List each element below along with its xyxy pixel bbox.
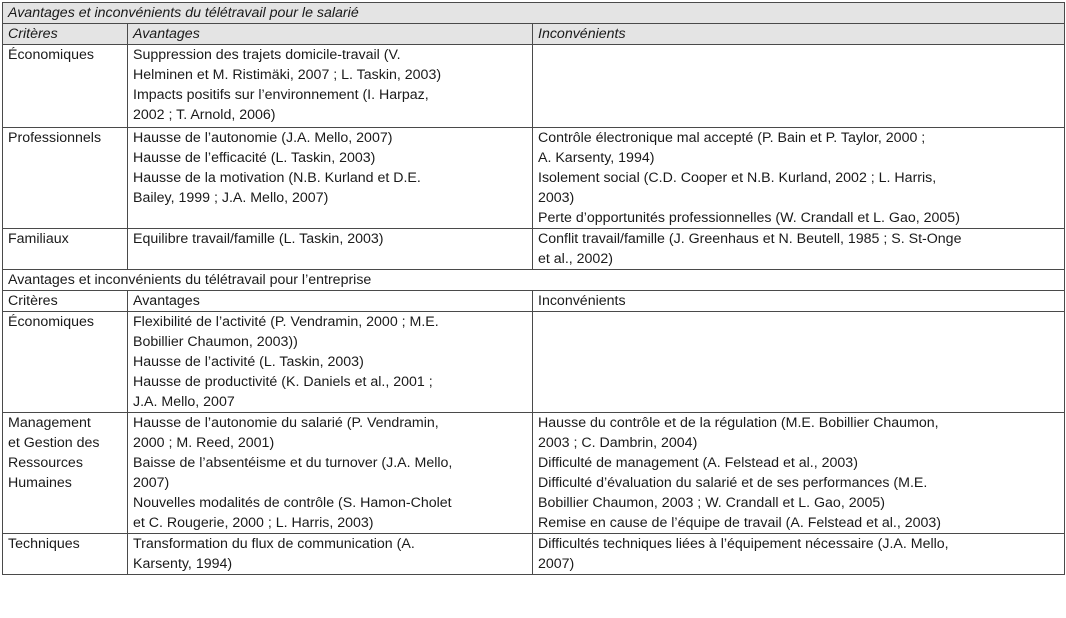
disadvantages-cell — [533, 413, 1065, 534]
table-row — [3, 229, 1065, 270]
header-criteres: Critères — [3, 291, 128, 312]
text-line: Ressources — [8, 455, 83, 471]
criteria-cell — [3, 45, 128, 128]
text-line: Contrôle électronique mal accepté (P. Bain et P. Taylor, 2000 ; — [538, 130, 926, 146]
text-line: Karsenty, 1994) — [133, 556, 233, 572]
criteria-cell — [3, 312, 128, 413]
advantages-cell — [128, 312, 533, 413]
text-line: 2002 ; T. Arnold, 2006) — [133, 107, 276, 123]
disadvantages-cell — [533, 128, 1065, 229]
text-line: Hausse de productivité (K. Daniels et al., 2001 ; — [133, 374, 433, 390]
text-line: Difficultés techniques liées à l’équipement nécessaire (J.A. Mello, — [538, 536, 949, 552]
table-row — [3, 534, 1065, 575]
header-avantages: Avantages — [128, 24, 533, 45]
disadvantages-cell — [533, 534, 1065, 575]
disadvantages-cell — [533, 45, 1065, 128]
section-title-salarie: Avantages et inconvénients du télétravail pour le salarié — [3, 3, 1065, 24]
criteria-cell — [3, 413, 128, 534]
header-row-entreprise — [3, 291, 1065, 312]
text-line: Hausse de l’efficacité (L. Taskin, 2003) — [133, 150, 376, 166]
text-line: J.A. Mello, 2007 — [133, 394, 235, 410]
table-row — [3, 413, 1065, 534]
advantages-cell — [128, 128, 533, 229]
text-line: Flexibilité de l’activité (P. Vendramin, 2000 ; M.E. — [133, 314, 439, 330]
text-line: 2003 ; C. Dambrin, 2004) — [538, 435, 698, 451]
header-inconvenients: Inconvénients — [533, 291, 1065, 312]
header-avantages: Avantages — [128, 291, 533, 312]
text-line: et al., 2002) — [538, 251, 613, 267]
advantages-cell — [128, 534, 533, 575]
criteria-cell — [3, 229, 128, 270]
text-line: A. Karsenty, 1994) — [538, 150, 655, 166]
comparison-table-container — [2, 2, 1064, 575]
criteria-cell — [3, 128, 128, 229]
teletravail-table — [2, 2, 1065, 575]
text-line: Remise en cause de l’équipe de travail (A. Felstead et al., 2003) — [538, 515, 941, 531]
text-line: Transformation du flux de communication (A. — [133, 536, 415, 552]
advantages-cell — [128, 413, 533, 534]
header-row-salarie — [3, 24, 1065, 45]
text-line: Hausse de l’autonomie du salarié (P. Vendramin, — [133, 415, 439, 431]
text-line: Perte d’opportunités professionnelles (W. Crandall et L. Gao, 2005) — [538, 210, 960, 226]
text-line: Impacts positifs sur l’environnement (I. Harpaz, — [133, 87, 429, 103]
text-line: Conflit travail/famille (J. Greenhaus et N. Beutell, 1985 ; S. St-Onge — [538, 231, 962, 247]
table-row — [3, 128, 1065, 229]
text-line: Économiques — [8, 47, 94, 63]
text-line: Bailey, 1999 ; J.A. Mello, 2007) — [133, 190, 329, 206]
text-line: Nouvelles modalités de contrôle (S. Hamon-Cholet — [133, 495, 452, 511]
text-line: 2007) — [538, 556, 575, 572]
text-line: Techniques — [8, 536, 80, 552]
text-line: Hausse de la motivation (N.B. Kurland et D.E. — [133, 170, 421, 186]
text-line: Baisse de l’absentéisme et du turnover (J.A. Mello, — [133, 455, 453, 471]
text-line: 2007) — [133, 475, 170, 491]
text-line: Equilibre travail/famille (L. Taskin, 2003) — [133, 231, 384, 247]
text-line: Hausse du contrôle et de la régulation (M.E. Bobillier Chaumon, — [538, 415, 939, 431]
text-line: Isolement social (C.D. Cooper et N.B. Kurland, 2002 ; L. Harris, — [538, 170, 937, 186]
text-line: Difficulté de management (A. Felstead et al., 2003) — [538, 455, 858, 471]
text-line: Suppression des trajets domicile-travail (V. — [133, 47, 401, 63]
text-line: Économiques — [8, 314, 94, 330]
advantages-cell — [128, 45, 533, 128]
disadvantages-cell — [533, 312, 1065, 413]
text-line: Helminen et M. Ristimäki, 2007 ; L. Taskin, 2003) — [133, 67, 442, 83]
text-line: Hausse de l’activité (L. Taskin, 2003) — [133, 354, 364, 370]
section-title-row-entreprise — [3, 270, 1065, 291]
criteria-cell — [3, 534, 128, 575]
text-line: 2003) — [538, 190, 575, 206]
section-title-row-salarie — [3, 3, 1065, 24]
table-row — [3, 45, 1065, 128]
text-line: Bobillier Chaumon, 2003)) — [133, 334, 298, 350]
text-line: Familiaux — [8, 231, 69, 247]
text-line: Difficulté d’évaluation du salarié et de ses performances (M.E. — [538, 475, 928, 491]
text-line: Hausse de l’autonomie (J.A. Mello, 2007) — [133, 130, 393, 146]
text-line: et C. Rougerie, 2000 ; L. Harris, 2003) — [133, 515, 374, 531]
table-row — [3, 312, 1065, 413]
header-inconvenients: Inconvénients — [533, 24, 1065, 45]
text-line: Professionnels — [8, 130, 102, 146]
header-criteres: Critères — [3, 24, 128, 45]
text-line: Bobillier Chaumon, 2003 ; W. Crandall et L. Gao, 2005) — [538, 495, 885, 511]
text-line: 2000 ; M. Reed, 2001) — [133, 435, 275, 451]
text-line: et Gestion des — [8, 435, 100, 451]
text-line: Humaines — [8, 475, 72, 491]
section-title-entreprise: Avantages et inconvénients du télétravail pour l’entreprise — [3, 270, 1065, 291]
disadvantages-cell — [533, 229, 1065, 270]
advantages-cell — [128, 229, 533, 270]
text-line: Management — [8, 415, 91, 431]
